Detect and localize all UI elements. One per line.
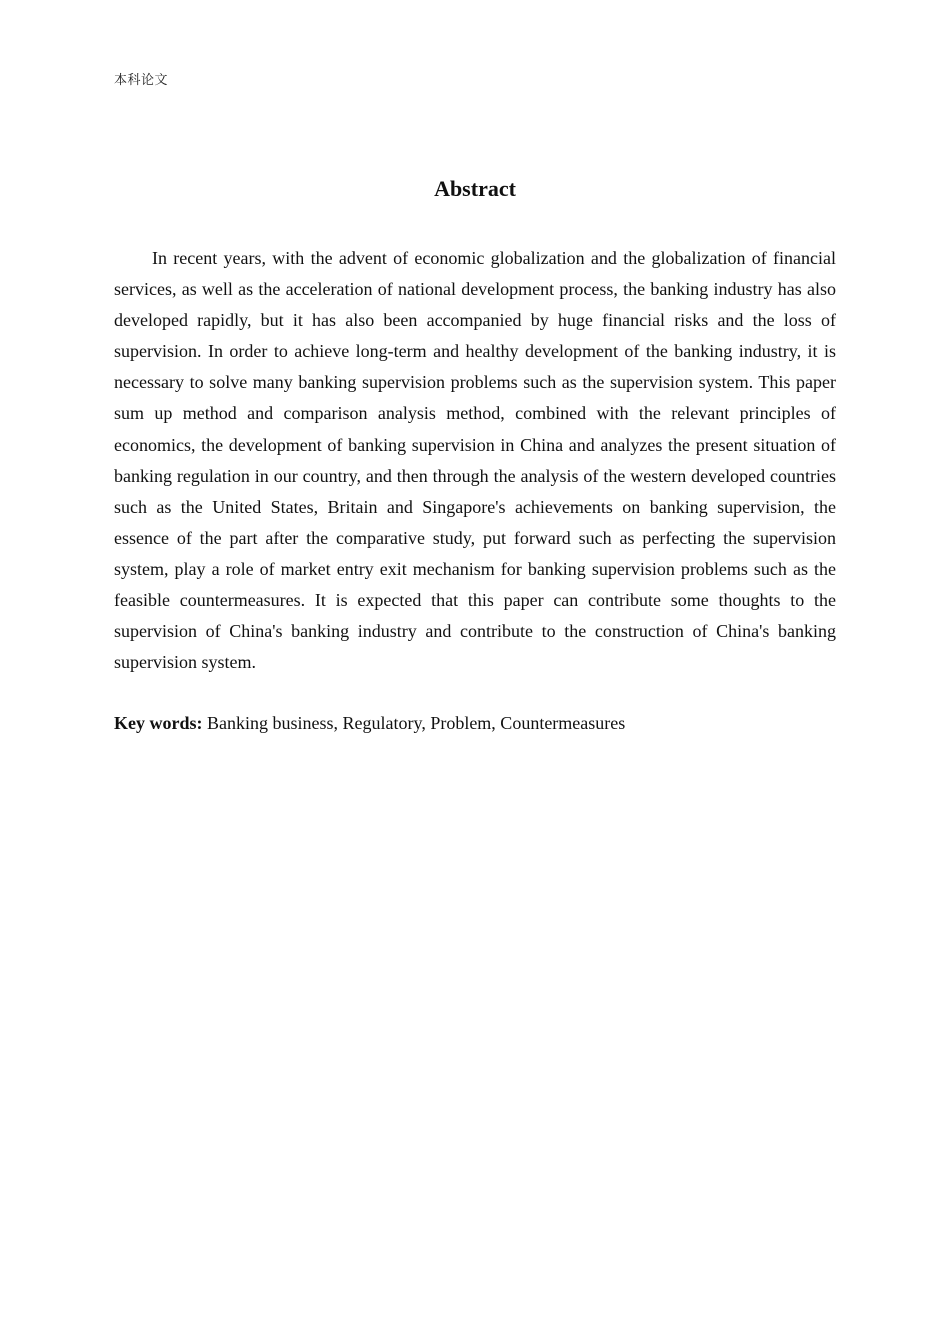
keywords-value: Banking business, Regulatory, Problem, Countermeasures: [207, 713, 626, 733]
keywords-label: Key words:: [114, 713, 203, 733]
keywords-line: [114, 708, 836, 739]
abstract-title: Abstract: [434, 176, 516, 201]
running-header: 本科论文: [114, 73, 169, 88]
abstract-body: In recent years, with the advent of economic globalization and the globalization of financial services, as well as the acceleration of national development process, the banking industry has also developed rapidly, but it has also been accompanied by huge financial risks and the loss of supervision. In order to achieve long-term and healthy development of the banking industry, it is necessary to solve many banking supervision problems such as the supervision system. This paper sum up method and comparison analysis method, combined with the relevant principles of economics, the development of banking supervision in China and analyzes the present situation of banking regulation in our country, and then through the analysis of the western developed countries such as the United States, Britain and Singapore's achievements on banking supervision, the essence of the part after the comparative study, put forward such as perfecting the supervision system, play a role of market entry exit mechanism for banking supervision problems such as the feasible countermeasures. It is expected that this paper can contribute some thoughts to the supervision of China's banking industry and contribute to the construction of China's banking supervision system.: [114, 248, 836, 673]
